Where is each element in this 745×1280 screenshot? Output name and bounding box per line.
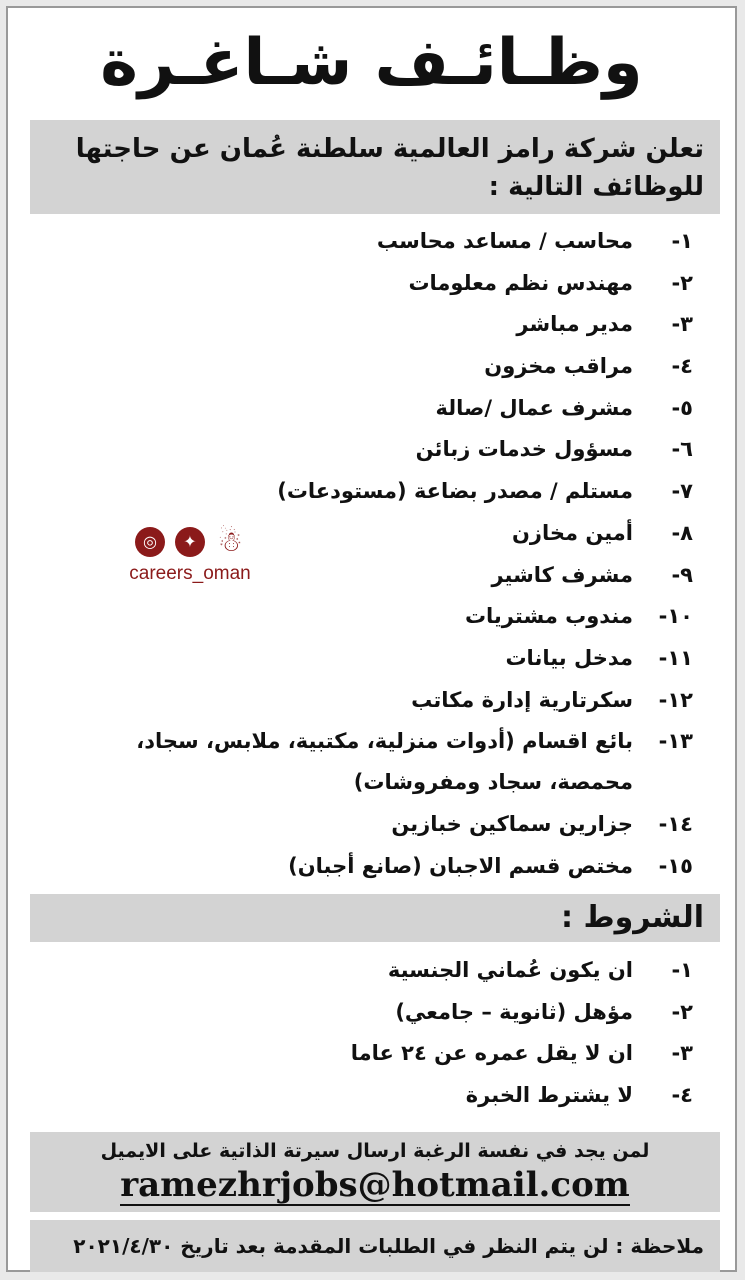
email-link[interactable]: ramezhrjobs@hotmail.com [120,1165,630,1205]
job-title: بائع اقسام (أدوات منزلية، مكتبية، ملابس، سجاد، محمصة، سجاد ومفروشات) [136,729,633,795]
job-item [53,804,693,846]
job-title: سكرتارية إدارة مكاتب [411,687,633,712]
job-number: ٣- [671,312,693,337]
job-number: ٥- [671,395,693,420]
condition-number: ٣- [671,1041,693,1066]
job-item [53,471,693,513]
job-item [53,846,693,888]
job-item [53,304,693,346]
job-number: ٨- [671,520,693,545]
contact-instruction: لمن يجد في نفسة الرغبة ارسال سيرتة الذاتية على الايميل [100,1140,650,1162]
job-title: أمين مخازن [511,520,633,545]
job-number: ١٥- [658,853,693,878]
job-item [53,596,693,638]
job-title: مشرف كاشير [491,562,633,587]
job-number: ٩- [671,562,693,587]
job-title: مراقب مخزون [484,354,633,379]
job-number: ١٢- [658,687,693,712]
social-icons [120,527,260,557]
job-item [53,388,693,430]
job-item [53,263,693,305]
job-item [53,721,693,804]
intro-line-1: تعلن شركة رامز العالمية سلطنة عُمان عن حاجتها [75,134,704,164]
job-number: ١١- [658,645,693,670]
job-item [53,429,693,471]
condition-number: ٢- [671,999,693,1024]
condition-item [53,950,693,992]
social-handle[interactable]: careers_oman [129,563,251,584]
condition-item [53,992,693,1034]
job-title: مختص قسم الاجبان (صانع أجبان) [288,853,633,878]
job-number: ١٤- [658,812,693,837]
job-item [53,221,693,263]
condition-text: لا يشترط الخبرة [465,1083,633,1108]
intro-band [30,120,720,214]
snapchat-icon[interactable]: ☃ [217,525,243,558]
condition-text: ان يكون عُماني الجنسية [387,958,633,982]
job-title: مدير مباشر [516,312,633,337]
job-number: ٦- [671,437,693,462]
job-title: مشرف عمال /صالة [435,395,633,420]
job-title: مدخل بيانات [505,645,633,670]
job-item [53,638,693,680]
ad-frame [6,6,737,1272]
twitter-icon[interactable]: ✦ [175,527,205,557]
job-number: ٧- [671,479,693,504]
condition-item [53,1033,693,1075]
job-item [53,680,693,722]
intro-line-2: للوظائف التالية : [488,172,704,202]
condition-number: ٤- [671,1083,693,1108]
job-number: ١- [671,229,693,253]
job-number: ٤- [671,354,693,379]
note-band: ملاحظة : لن يتم النظر في الطلبات المقدمة بعد تاريخ ٢٠٢١/٤/٣٠ [30,1220,720,1272]
job-title: محاسب / مساعد محاسب [376,229,633,253]
conditions-heading: الشروط : [30,894,720,942]
job-number: ١٠- [658,604,693,629]
condition-text: مؤهل (ثانوية – جامعي) [395,999,633,1024]
condition-item [53,1075,693,1117]
conditions-list [53,950,693,1117]
job-number: ١٣- [658,729,693,754]
page-title: وظـائـف شـاغـرة [100,26,643,100]
job-item [53,346,693,388]
job-number: ٢- [671,270,693,295]
condition-number: ١- [671,958,693,982]
instagram-icon[interactable]: ◎ [135,527,165,557]
job-title: جزارين سماكين خبازين [391,812,633,837]
job-title: مسؤول خدمات زبائن [415,437,633,462]
job-title: مندوب مشتريات [464,604,633,629]
job-title: مستلم / مصدر بضاعة (مستودعات) [277,479,633,504]
contact-band [30,1132,720,1212]
job-title: مهندس نظم معلومات [408,270,633,295]
social-badge [120,527,260,585]
condition-text: ان لا يقل عمره عن ٢٤ عاما [350,1041,633,1066]
